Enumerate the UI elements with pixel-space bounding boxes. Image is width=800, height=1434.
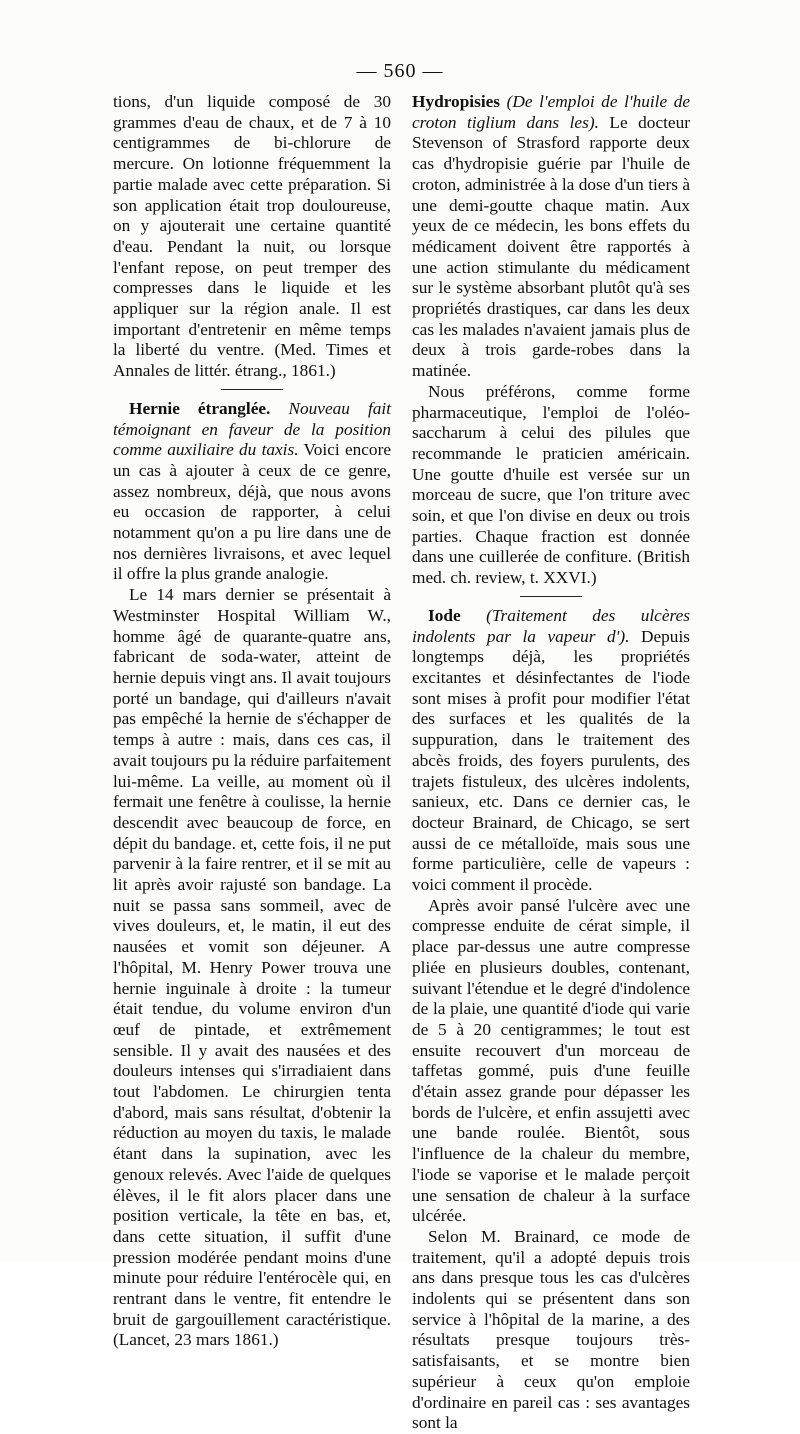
paragraph-oleo-saccharum: Nous préférons, comme forme pharmaceutique, l'emploi de l'oléo-saccharum à celui des pilules que recommande le praticien américain. Une goutte d'huile est versée sur un morceau de sucre, que l'on triture avec soin, et que l'on divise en deux ou trois parties. Chaque fraction est donnée dans une cuillerée de confiture. (British med. ch. review, t. XXVI.) bbox=[412, 381, 690, 588]
paragraph-case: Le 14 mars dernier se présentait à Westminster Hospital William W., homme âgé de quarante-quatre ans, fabricant de soda-water, atteint de hernie depuis vingt ans. Il avait toujours porté un bandage, qui d'ailleurs n'avait pas empêché la hernie de s'échapper de temps à autre : mais, dans ces cas, il avait toujours pu la réduire parfaitement lui-même. La veille, au moment où il fermait une fenêtre à coulisse, la hernie descendit avec beaucoup de force, en dépit du bandage. et, cette fois, il ne put parvenir à la faire rentrer, et il se mit au lit après avoir rajusté son bandage. La nuit se passa sans sommeil, avec de vives douleurs, et, le matin, il eut des nausées et vomit son déjeuner. A l'hôpital, M. Henry Power trouva une hernie inguinale à droite : la tumeur était tendue, du volume environ d'un œuf de pintade, et extrêmement sensible. Il y avait des nausées et des douleurs intenses qui s'irradiaient dans tout l'abdomen. Le chirurgien tenta d'abord, mais sans résultat, d'obtenir la réduction au moyen du taxis, le malade étant dans la supination, avec les genoux relevés. Avec l'aide de quelques élèves, il le fit alors placer dans une position verticale, la tête en bas, et, dans cette situation, il suffit d'une pression modérée pendant moins d'une minute pour réduire l'entérocèle qui, en rentrant dans le ventre, fit entendre le bruit de gargouillement caractéristique. (Lancet, 23 mars 1861.) bbox=[113, 585, 391, 1350]
text-hydropisies: Le docteur Stevenson of Strasford rapporte deux cas d'hydropisie guérie par l'huile de croton, administrée à la dose d'un tiers à une demi-goutte chaque matin. Aux yeux de ce médecin, les bons effets du médicament doivent être rapportés à une action stimulante du médicament sur le système absorbant plutôt qu'à ses propriétés drastiques, car dans les deux cas les malades n'avaient jamais plus de deux à trois garde-robes dans la matinée. bbox=[412, 112, 690, 381]
heading-hernie: Hernie étranglée. bbox=[129, 398, 271, 418]
subtitle-hydropisies: (De l'emploi de l'huile de croton tiglium dans les). bbox=[412, 92, 690, 132]
right-column bbox=[412, 92, 690, 1434]
section-divider bbox=[520, 596, 582, 597]
paragraph-pansement: Après avoir pansé l'ulcère avec une compresse enduite de cérat simple, il place par-dessus une autre compresse pliée en plusieurs doubles, contenant, suivant l'étendue et le degré d'indolence de la plaie, une quantité d'iode qui varie de 5 à 20 centigrammes; le tout est ensuite recouvert d'un morceau de taffetas gommé, puis d'une feuille d'étain assez grande pour dépasser les bords de l'ulcère, et enfin assujetti avec une bande roulée. Bientôt, sous l'influence de la chaleur du membre, l'iode se vaporise et le malade perçoit une sensation de chaleur à la surface ulcérée. bbox=[412, 895, 690, 1226]
heading-hydropisies: Hydropisies bbox=[412, 92, 501, 111]
subtitle-iode: (Traitement des ulcères indolents par la vapeur d'). bbox=[412, 605, 690, 646]
paragraph-lotion: tions, d'un liquide composé de 30 grammes d'eau de chaux, et de 7 à 10 centigrammes de bi-chlorure de mercure. On lotionne fréquemment la partie malade avec cette préparation. Si son application était trop douloureuse, on y ajouterait une certaine quantité d'eau. Pendant la nuit, ou lorsque l'enfant repose, on peut tremper des compresses dans le liquide et les appliquer sur la région anale. Il est important d'entretenir en même temps la liberté du ventre. (Med. Times et Annales de littér. étrang., 1861.) bbox=[113, 92, 391, 381]
section-hernie bbox=[113, 399, 391, 585]
section-divider bbox=[221, 389, 283, 390]
page-number: — 560 — bbox=[356, 60, 444, 82]
left-column bbox=[113, 92, 391, 1351]
section-hydropisies bbox=[412, 92, 690, 382]
text-hernie: Voici encore un cas à ajouter à ceux de ce genre, assez nombreux, déjà, que nous avons eu occasion de rapporter, à celui notamment qu'on a pu lire dans une de nos dernières livraisons, et avec lequel il offre la plus grande analogie. bbox=[113, 440, 391, 584]
paragraph-brainard: Selon M. Brainard, ce mode de traitement, qu'il a adopté depuis trois ans dans presque tous les cas d'ulcères indolents qui se présentent dans son service à l'hôpital de la marine, a des résultats presque toujours très-satisfaisants, et se montre bien supérieur à ceux qu'on emploie d'ordinaire en pareil cas : ses avantages sont la bbox=[412, 1226, 690, 1433]
heading-iode: Iode bbox=[428, 605, 461, 625]
text-iode: Depuis longtemps déjà, les propriétés excitantes et désinfectantes de l'iode sont mises à profit pour modifier l'état des surfaces et les qualités de la suppuration, dans le traitement des abcès froids, des foyers purulents, des trajets fistuleux, des ulcères indolents, sanieux, etc. Dans ce dernier cas, le docteur Brainard, de Chicago, se sert aussi de ce métalloïde, mais sous une forme particulière, celle de vapeurs : voici comment il procède. bbox=[412, 626, 690, 895]
section-iode bbox=[412, 606, 690, 896]
subtitle-hernie: Nouveau fait témoignant en faveur de la position comme auxiliaire du taxis. bbox=[113, 398, 392, 460]
